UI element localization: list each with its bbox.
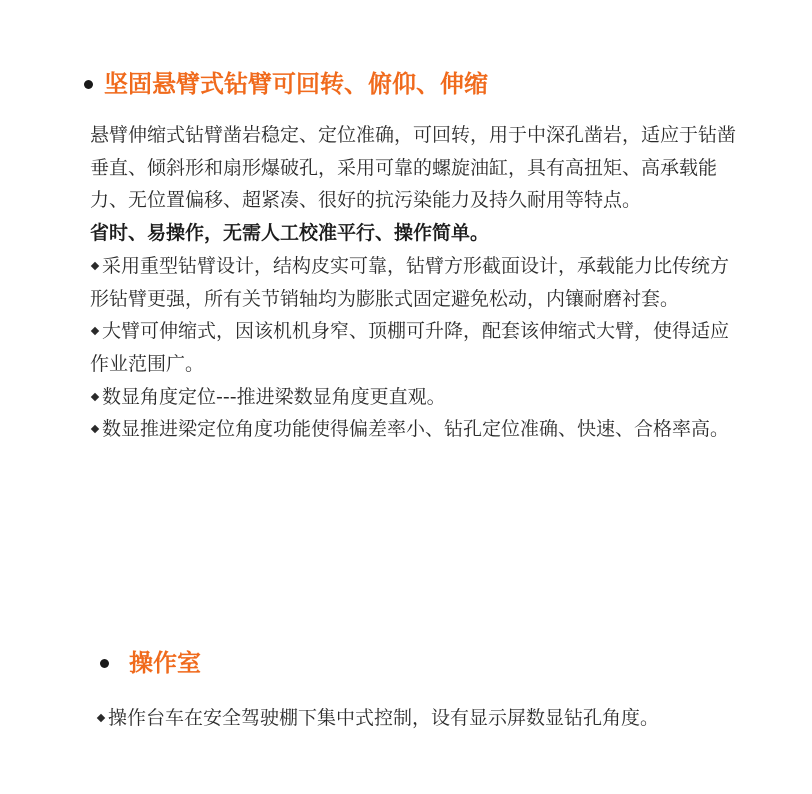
section-title: 操作室: [129, 649, 201, 677]
section-heading-drill-boom: [84, 72, 488, 96]
description-paragraph: 悬臂伸缩式钻臂凿岩稳定、定位准确，可回转，用于中深孔凿岩，适应于钻凿垂直、倾斜形和扇形爆破孔，采用可靠的螺旋油缸，具有高扭矩、高承载能力、无位置偏移、超紧凑、很好的抗污染能力及持久耐用等特点。: [90, 124, 737, 212]
feature-text: 大臂可伸缩式，因该机机身窄、顶棚可升降，配套该伸缩式大臂，使得适应作业范围广。: [90, 320, 730, 375]
diamond-bullet-icon: [91, 262, 99, 270]
feature-item: [90, 381, 740, 414]
section-body-operator-cabin: [96, 702, 776, 735]
diamond-bullet-icon: [91, 425, 99, 433]
section-title: 坚固悬臂式钻臂可回转、俯仰、伸缩: [104, 70, 488, 98]
feature-item: [96, 702, 776, 735]
feature-item: [90, 413, 740, 446]
feature-text: 数显推进梁定位角度功能使得偏差率小、钻孔定位准确、快速、合格率高。: [102, 418, 730, 441]
bullet-dot-icon: [84, 80, 93, 89]
feature-text: 采用重型钻臂设计，结构皮实可靠，钻臂方形截面设计，承载能力比传统方形钻臂更强，所有关节销轴均为膨胀式固定避免松动，内镶耐磨衬套。: [90, 254, 730, 310]
highlight-paragraph: 省时、易操作，无需人工校准平行、操作简单。: [90, 222, 490, 245]
section-body-drill-boom: [90, 119, 740, 446]
diamond-bullet-icon: [97, 714, 105, 722]
feature-item: [90, 315, 740, 380]
bullet-dot-icon: [100, 659, 109, 668]
feature-text: 数显角度定位---推进梁数显角度更直观。: [102, 385, 446, 408]
diamond-bullet-icon: [91, 392, 99, 400]
feature-text: 操作台车在安全驾驶棚下集中式控制，设有显示屏数显钻孔角度。: [108, 707, 660, 729]
feature-item: [90, 250, 740, 315]
diamond-bullet-icon: [91, 327, 99, 335]
section-heading-operator-cabin: [100, 651, 201, 675]
